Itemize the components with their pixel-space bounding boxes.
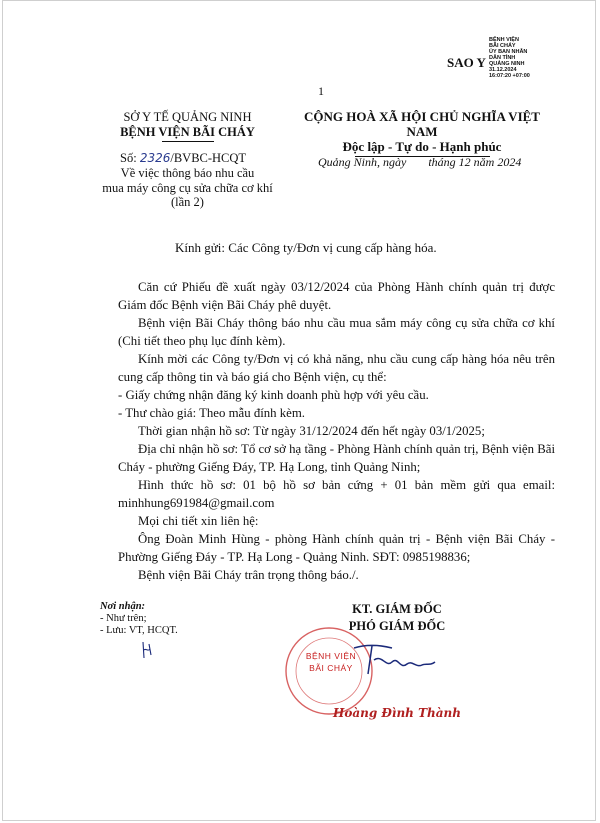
title-line-2: PHÓ GIÁM ĐỐC [348, 619, 446, 633]
initial-mark [140, 640, 154, 660]
seal-line: BỆNH VIỆN [305, 651, 357, 661]
paragraph: Hình thức hồ sơ: 01 bộ hồ sơ bản cứng + 01 bản mềm gửi qua email: [138, 478, 555, 492]
paragraph: Căn cứ Phiếu đề xuất ngày 03/12/2024 của Phòng Hành chính quản trị được Giám đốc Bệnh viện Bãi Cháy phê duyệt. [118, 280, 555, 312]
paragraph: Kính mời các Công ty/Đơn vị có khả năng, nhu cầu cung cấp hàng hóa nêu trên cung cấp thông tin và báo giá cho Bệnh viện, cụ thể: [118, 352, 555, 384]
number-prefix: Số: [120, 151, 137, 165]
paragraph: Bệnh viện Bãi Cháy thông báo nhu cầu mua sắm máy công cụ sửa chữa cơ khí (Chi tiết theo phụ lục đính kèm). [118, 316, 555, 348]
recipients [100, 601, 178, 637]
stamp-line: BỆNH VIỆN [489, 37, 519, 43]
place: Quảng Ninh, ngày [318, 155, 407, 169]
bullet-item: - Thư chào giá: Theo mẫu đính kèm. [118, 406, 305, 420]
org-parent: SỞ Y TẾ QUẢNG NINH [123, 110, 252, 124]
salutation: Kính gửi: Các Công ty/Đơn vị cung cấp hàng hóa. [175, 240, 437, 255]
national-title [288, 109, 556, 157]
handwritten-number: 2326 [139, 151, 171, 165]
digital-signature-stamp [489, 37, 530, 79]
recipient-item: - Lưu: VT, HCQT. [100, 625, 178, 636]
country-name: CỘNG HOÀ XÃ HỘI CHỦ NGHĨA VIỆT NAM [304, 109, 540, 139]
number-suffix: /BVBC-HCQT [170, 151, 247, 165]
stamp-line: QUẢNG NINH [489, 61, 525, 67]
paragraph: Ông Đoàn Minh Hùng - phòng Hành chính quản trị - Bệnh viện Bãi Cháy - Phường Giếng Đáy - TP. Hạ Long - Quảng Ninh. SĐT: 0985198836; [118, 532, 555, 564]
document-subject [100, 166, 275, 210]
email-address: minhhung691984@gmail.com [118, 496, 275, 510]
paragraph: Mọi chi tiết xin liên hệ: [138, 514, 259, 528]
bullet-item: - Giấy chứng nhận đăng ký kinh doanh phù hợp với yêu cầu. [118, 388, 429, 402]
handwritten-signature [352, 640, 437, 680]
document-body [118, 278, 555, 584]
motto: Độc lập - Tự do - Hạnh phúc [342, 139, 502, 154]
org-name: BỆNH VIỆN BÃI CHÁY [120, 125, 255, 139]
stamp-line: ỦY BAN NHÂN [489, 49, 528, 55]
paragraph: Thời gian nhận hồ sơ: Từ ngày 31/12/2024 đến hết ngày 03/1/2025; [138, 424, 485, 438]
issuing-organization [100, 110, 275, 142]
stamp-line: DÂN TỈNH [489, 55, 516, 61]
paragraph: Bệnh viện Bãi Cháy trân trọng thông báo./. [138, 568, 359, 582]
org-underline [162, 141, 214, 142]
document-number [120, 151, 246, 166]
recipient-item: - Như trên; [100, 613, 147, 624]
seal-line: BÃI CHÁY [309, 663, 353, 673]
stamp-line: BÃI CHÁY [489, 43, 516, 49]
page-number: 1 [318, 84, 324, 98]
stamp-line: 31.12.2024 [489, 67, 517, 73]
recipients-title: Nơi nhận: [100, 601, 146, 612]
copy-stamp-label: SAO Y [447, 55, 486, 70]
place-date [318, 155, 521, 170]
subject-line: mua máy công cụ sửa chữa cơ khí [102, 180, 273, 195]
subject-line: (lần 2) [171, 195, 204, 209]
signer-name: Hoàng Đình Thành [333, 706, 461, 720]
date-rest: tháng 12 năm 2024 [428, 155, 522, 169]
title-line-1: KT. GIÁM ĐỐC [352, 602, 442, 616]
stamp-line: 16:07:20 +07:00 [489, 73, 530, 79]
subject-line: Về việc thông báo nhu cầu [120, 166, 255, 180]
paragraph: Địa chỉ nhận hồ sơ: Tổ cơ sở hạ tầng - Phòng Hành chính quản trị, Bệnh viện Bãi Cháy - phường Giếng Đáy, TP. Hạ Long, tỉnh Quảng Ninh; [118, 442, 555, 474]
